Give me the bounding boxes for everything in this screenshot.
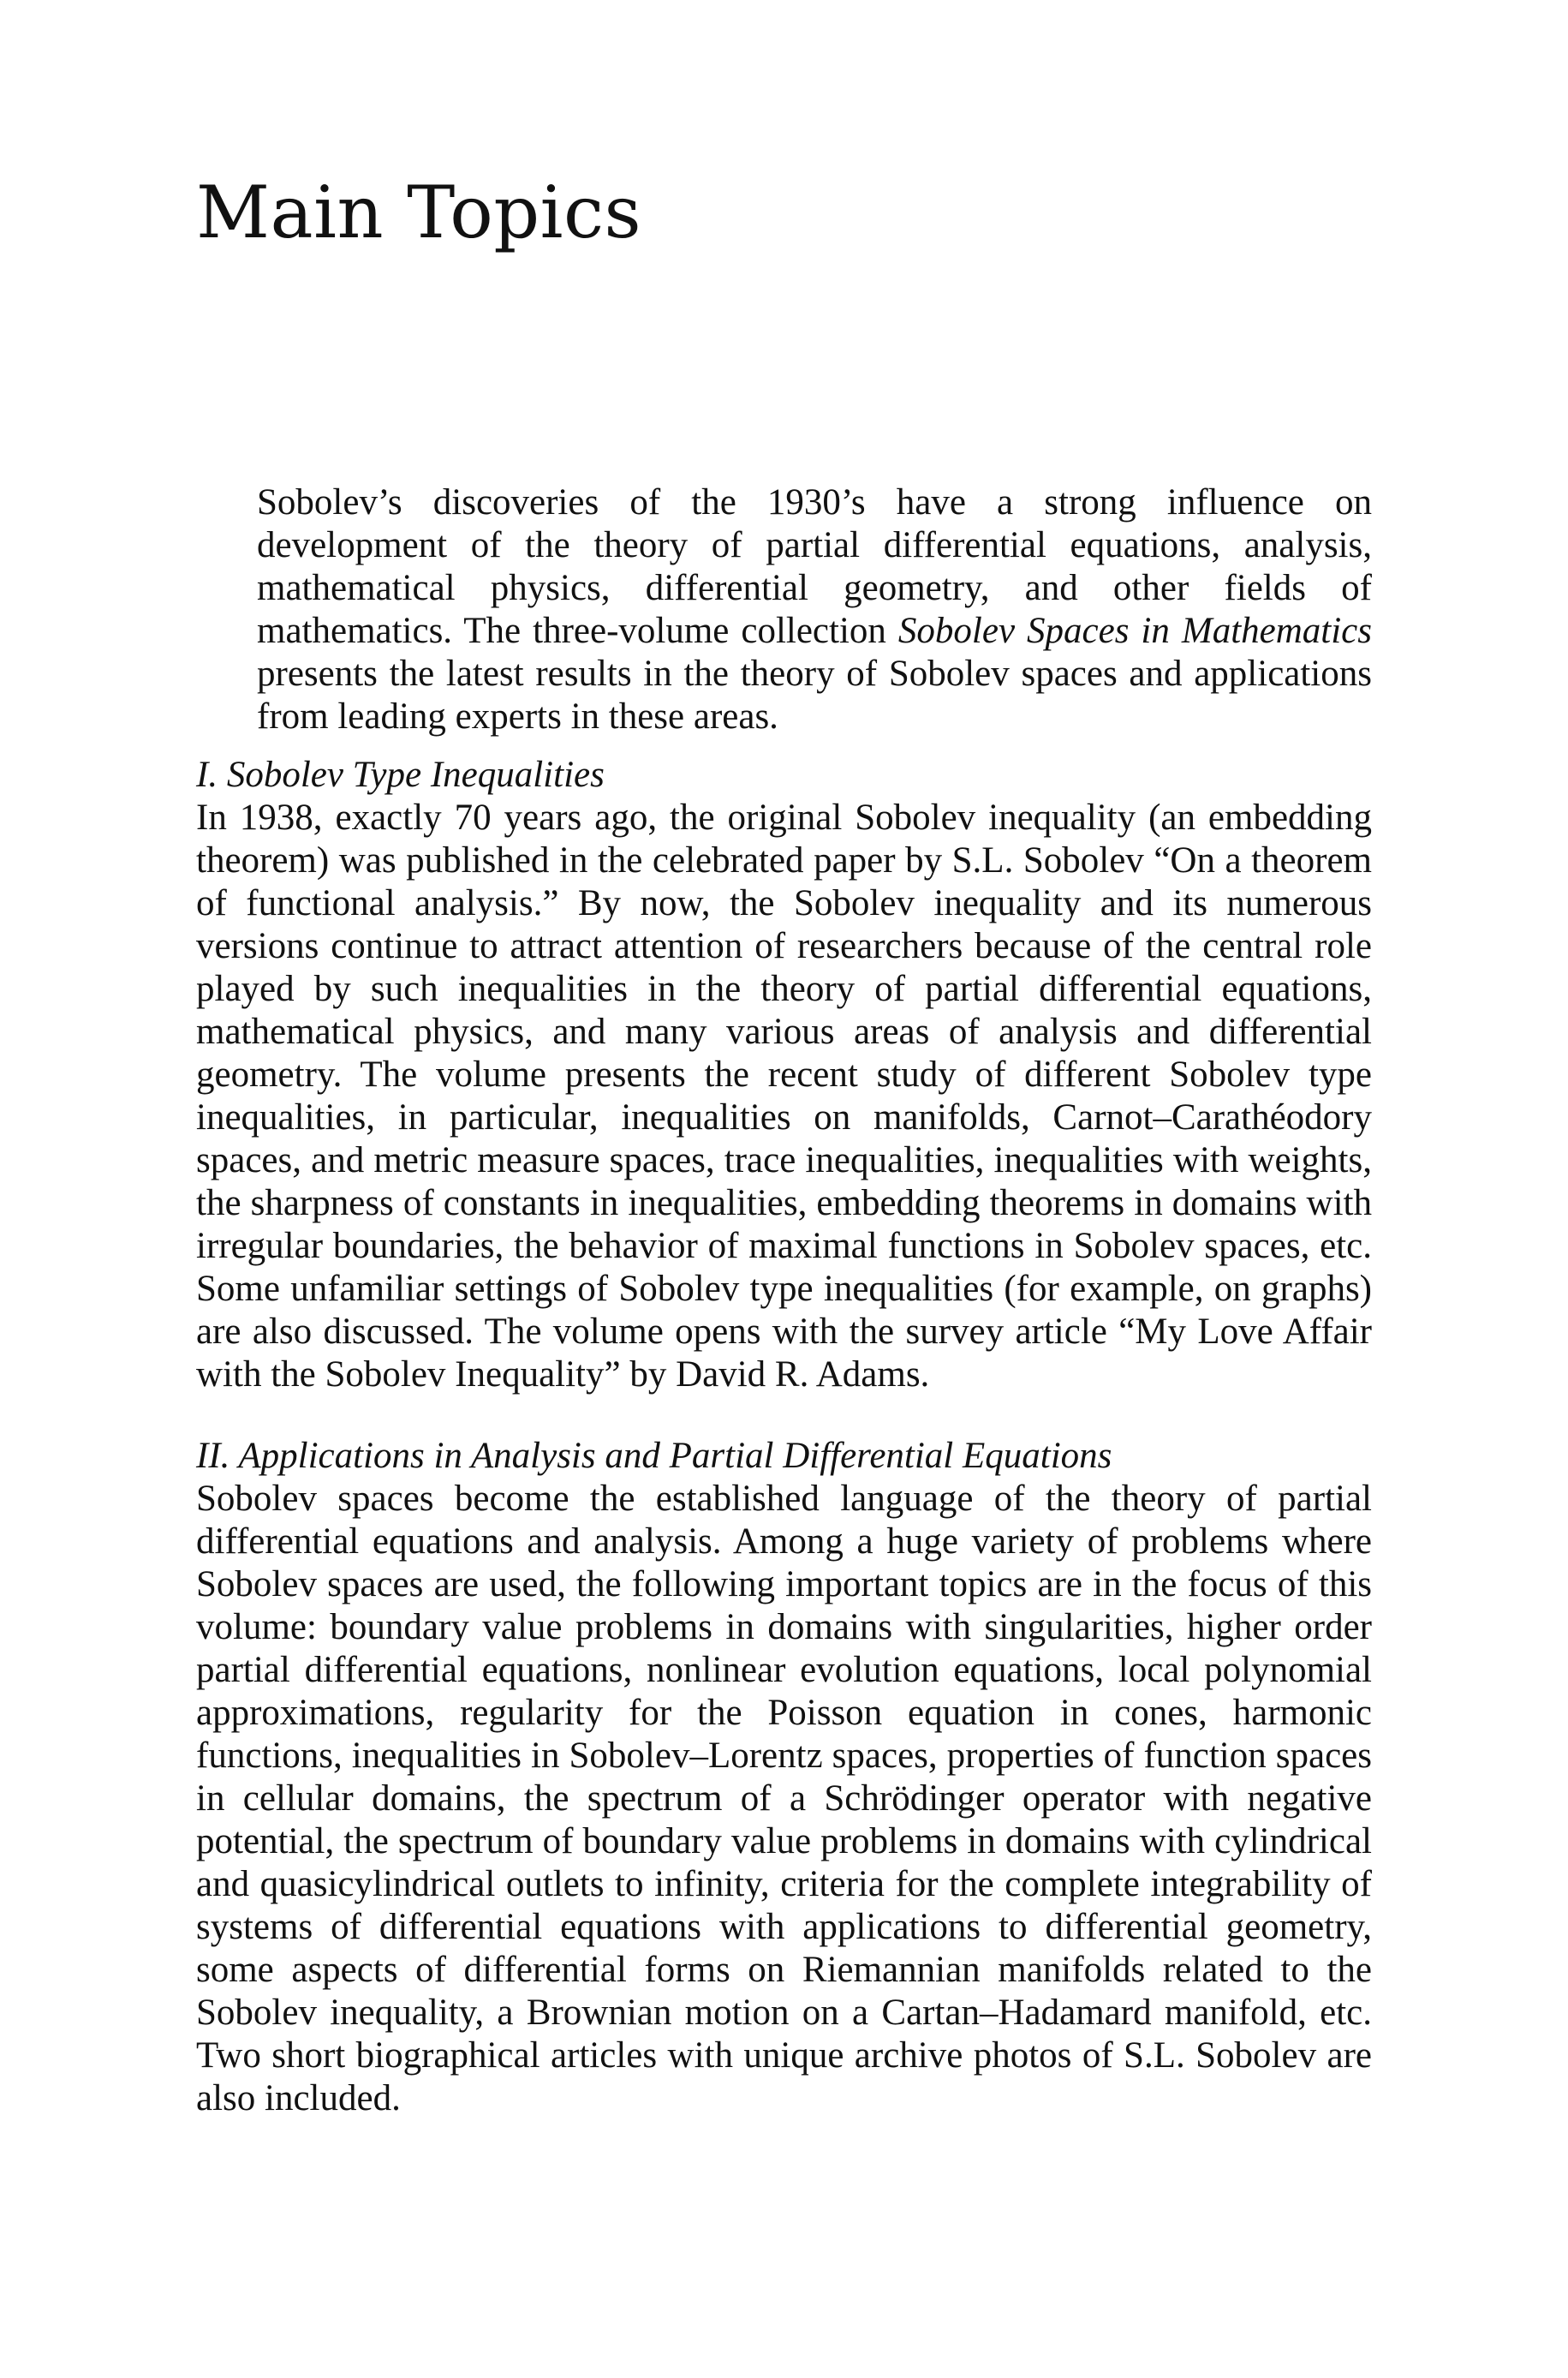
intro-paragraph (257, 481, 1372, 738)
page-title: Main Topics (196, 170, 642, 254)
intro-text-before: Sobolev’s discoveries of the 1930’s have a strong influence on development of the theory of partial differential equations, analysis, mathematical physics, differential geometry, and other fields of mathematics. The three-volume collection (257, 482, 1372, 651)
section-heading: II. Applications in Analysis and Partial Differential Equations (196, 1436, 1112, 1476)
section-heading: I. Sobolev Type Inequalities (196, 755, 605, 795)
section-body: In 1938, exactly 70 years ago, the original Sobolev inequality (an embedding theorem) was published in the celebrated paper by S.L. Sobolev “On a theorem of functional analysis.” By now, the Sobolev inequality and its numerous versions continue to attract attention of researchers because of the central role played by such inequalities in the theory of partial differential equations, mathematical physics, and many various areas of analysis and differential geometry. The volume presents the recent study of different Sobolev type inequalities, in particular, inequalities on manifolds, Carnot–Carathéodory spaces, and metric measure spaces, trace inequalities, inequalities with weights, the sharpness of constants in inequalities, embedding theorems in domains with irregular boundaries, the behavior of maximal functions in Sobolev spaces, etc. Some unfamiliar settings of Sobolev type inequalities (for example, on graphs) are also discussed. The volume opens with the survey article “My Love Affair with the Sobolev Inequality” by David R. Adams. (196, 798, 1372, 1395)
section-body: Sobolev spaces become the established language of the theory of partial differential equations and analysis. Among a huge variety of problems where Sobolev spaces are used, the following important topics are in the focus of this volume: boundary value problems in domains with singularities, higher order partial differential equations, nonlinear evolution equations, local polynomial approximations, regularity for the Poisson equation in cones, harmonic functions, inequalities in Sobolev–Lorentz spaces, properties of function spaces in cellular domains, the spectrum of a Schrödinger operator with negative potential, the spectrum of boundary value problems in domains with cylindrical and quasicylindrical outlets to infinity, criteria for the complete integrability of systems of differential equations with applications to differential geometry, some aspects of differential forms on Riemannian manifolds related to the Sobolev inequality, a Brownian motion on a Cartan–Hadamard manifold, etc. Two short biographical articles with unique archive photos of S.L. Sobolev are also included. (196, 1479, 1372, 2118)
section-applications-in-analysis (196, 1435, 1372, 2120)
intro-book-title: Sobolev Spaces in Mathematics (897, 611, 1372, 651)
intro-text-after: presents the latest results in the theory of Sobolev spaces and applications from leading experts in these areas. (257, 654, 1372, 737)
section-sobolev-type-inequalities (196, 754, 1372, 1396)
